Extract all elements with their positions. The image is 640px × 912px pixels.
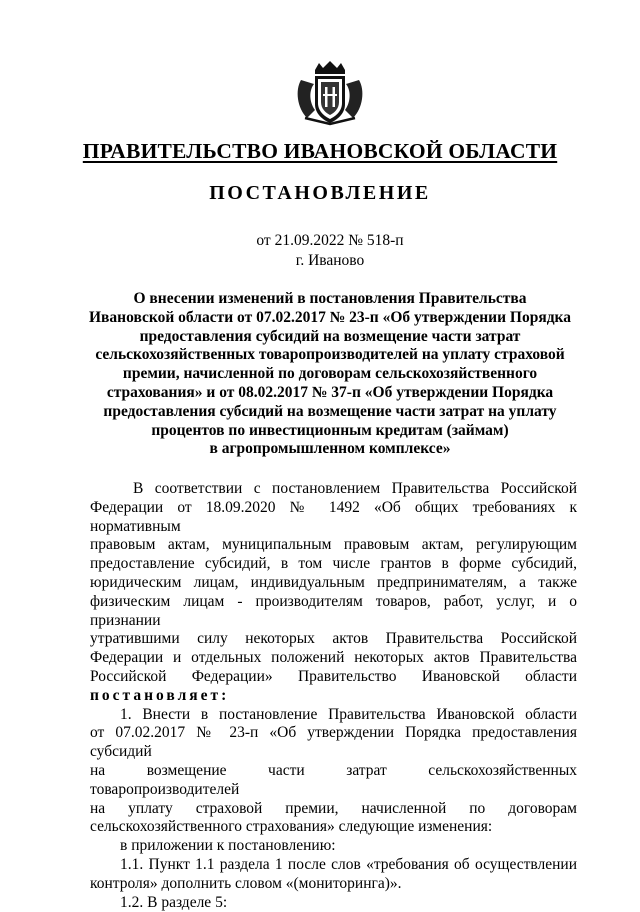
item-1-line: сельскохозяйственного страхования» следующие изменения: — [90, 818, 493, 836]
subject-line: сельскохозяйственных товаропроизводителей на уплату страховой — [95, 346, 565, 364]
preamble-line: Федерации и отдельных положений некоторых актов Правительства — [90, 649, 577, 667]
item-1-1-line: 1.1. Пункт 1.1 раздела 1 после слов «требования об осуществлении — [120, 855, 577, 873]
item-1-2-line: 1.2. В разделе 5: — [120, 893, 228, 911]
subject-line: премии, начисленной по договорам сельскохозяйственного — [122, 365, 538, 383]
preamble-line: юридическим лицам, индивидуальным предпринимателям, а также — [90, 573, 577, 591]
subject-line: процентов по инвестиционным кредитам (займам) — [151, 421, 509, 439]
preamble-line: предоставление субсидий, в том числе грантов в форме субсидий, — [90, 555, 577, 573]
preamble-line: В соответствии с постановлением Правительства Российской — [133, 480, 577, 497]
preamble-line: правовым актам, муниципальным правовым актам, регулирующим — [90, 536, 577, 554]
resolves-word: постановляет: — [90, 686, 230, 704]
item-1-line: 1. Внести в постановление Правительства Ивановской области — [120, 705, 577, 723]
document-body — [90, 480, 577, 912]
subject-line: в агропромышленном комплексе» — [209, 440, 451, 458]
subject-line: О внесении изменений в постановления Правительства — [133, 290, 527, 307]
subject-line: предоставления субсидий на возмещение части затрат — [139, 327, 521, 345]
document-date-number: от 21.09.2022 № 518-п — [256, 232, 404, 249]
ivanovo-coat-of-arms-icon — [295, 60, 365, 126]
subject-line: страхования» и от 08.02.2017 № 37-п «Об утверждении Порядка — [106, 383, 554, 401]
document-type: ПОСТАНОВЛЕНИЕ — [209, 182, 431, 204]
item-1-1-line: контроля» дополнить словом «(мониторинга)». — [90, 874, 402, 892]
preamble-line: Федерации от 18.09.2020 № 1492 «Об общих требованиях к нормативным — [90, 498, 577, 535]
appendix-line: в приложении к постановлению: — [120, 837, 336, 855]
government-title: ПРАВИТЕЛЬСТВО ИВАНОВСКОЙ ОБЛАСТИ — [82, 139, 558, 163]
preamble-line: утратившими силу некоторых актов Правительства Российской — [90, 630, 577, 648]
document-subject — [75, 290, 585, 459]
preamble-line: Российской Федерации» Правительство Ивановской области — [90, 667, 577, 685]
subject-line: Ивановской области от 07.02.2017 № 23-п «Об утверждении Порядка — [88, 308, 572, 326]
coat-of-arms-icon — [295, 60, 365, 126]
preamble-line: физическим лицам - производителям товаров, работ, услуг, и о признании — [90, 592, 577, 629]
item-1-line: от 07.02.2017 № 23-п «Об утверждении Порядка предоставления субсидий — [90, 724, 577, 761]
document-city: г. Иваново — [295, 252, 365, 269]
item-1-line: на уплату страховой премии, начисленной по договорам — [90, 799, 577, 817]
item-1-line: на возмещение части затрат сельскохозяйственных товаропроизводителей — [90, 761, 577, 798]
subject-line: предоставления субсидий на возмещение части затрат на уплату — [103, 402, 557, 420]
